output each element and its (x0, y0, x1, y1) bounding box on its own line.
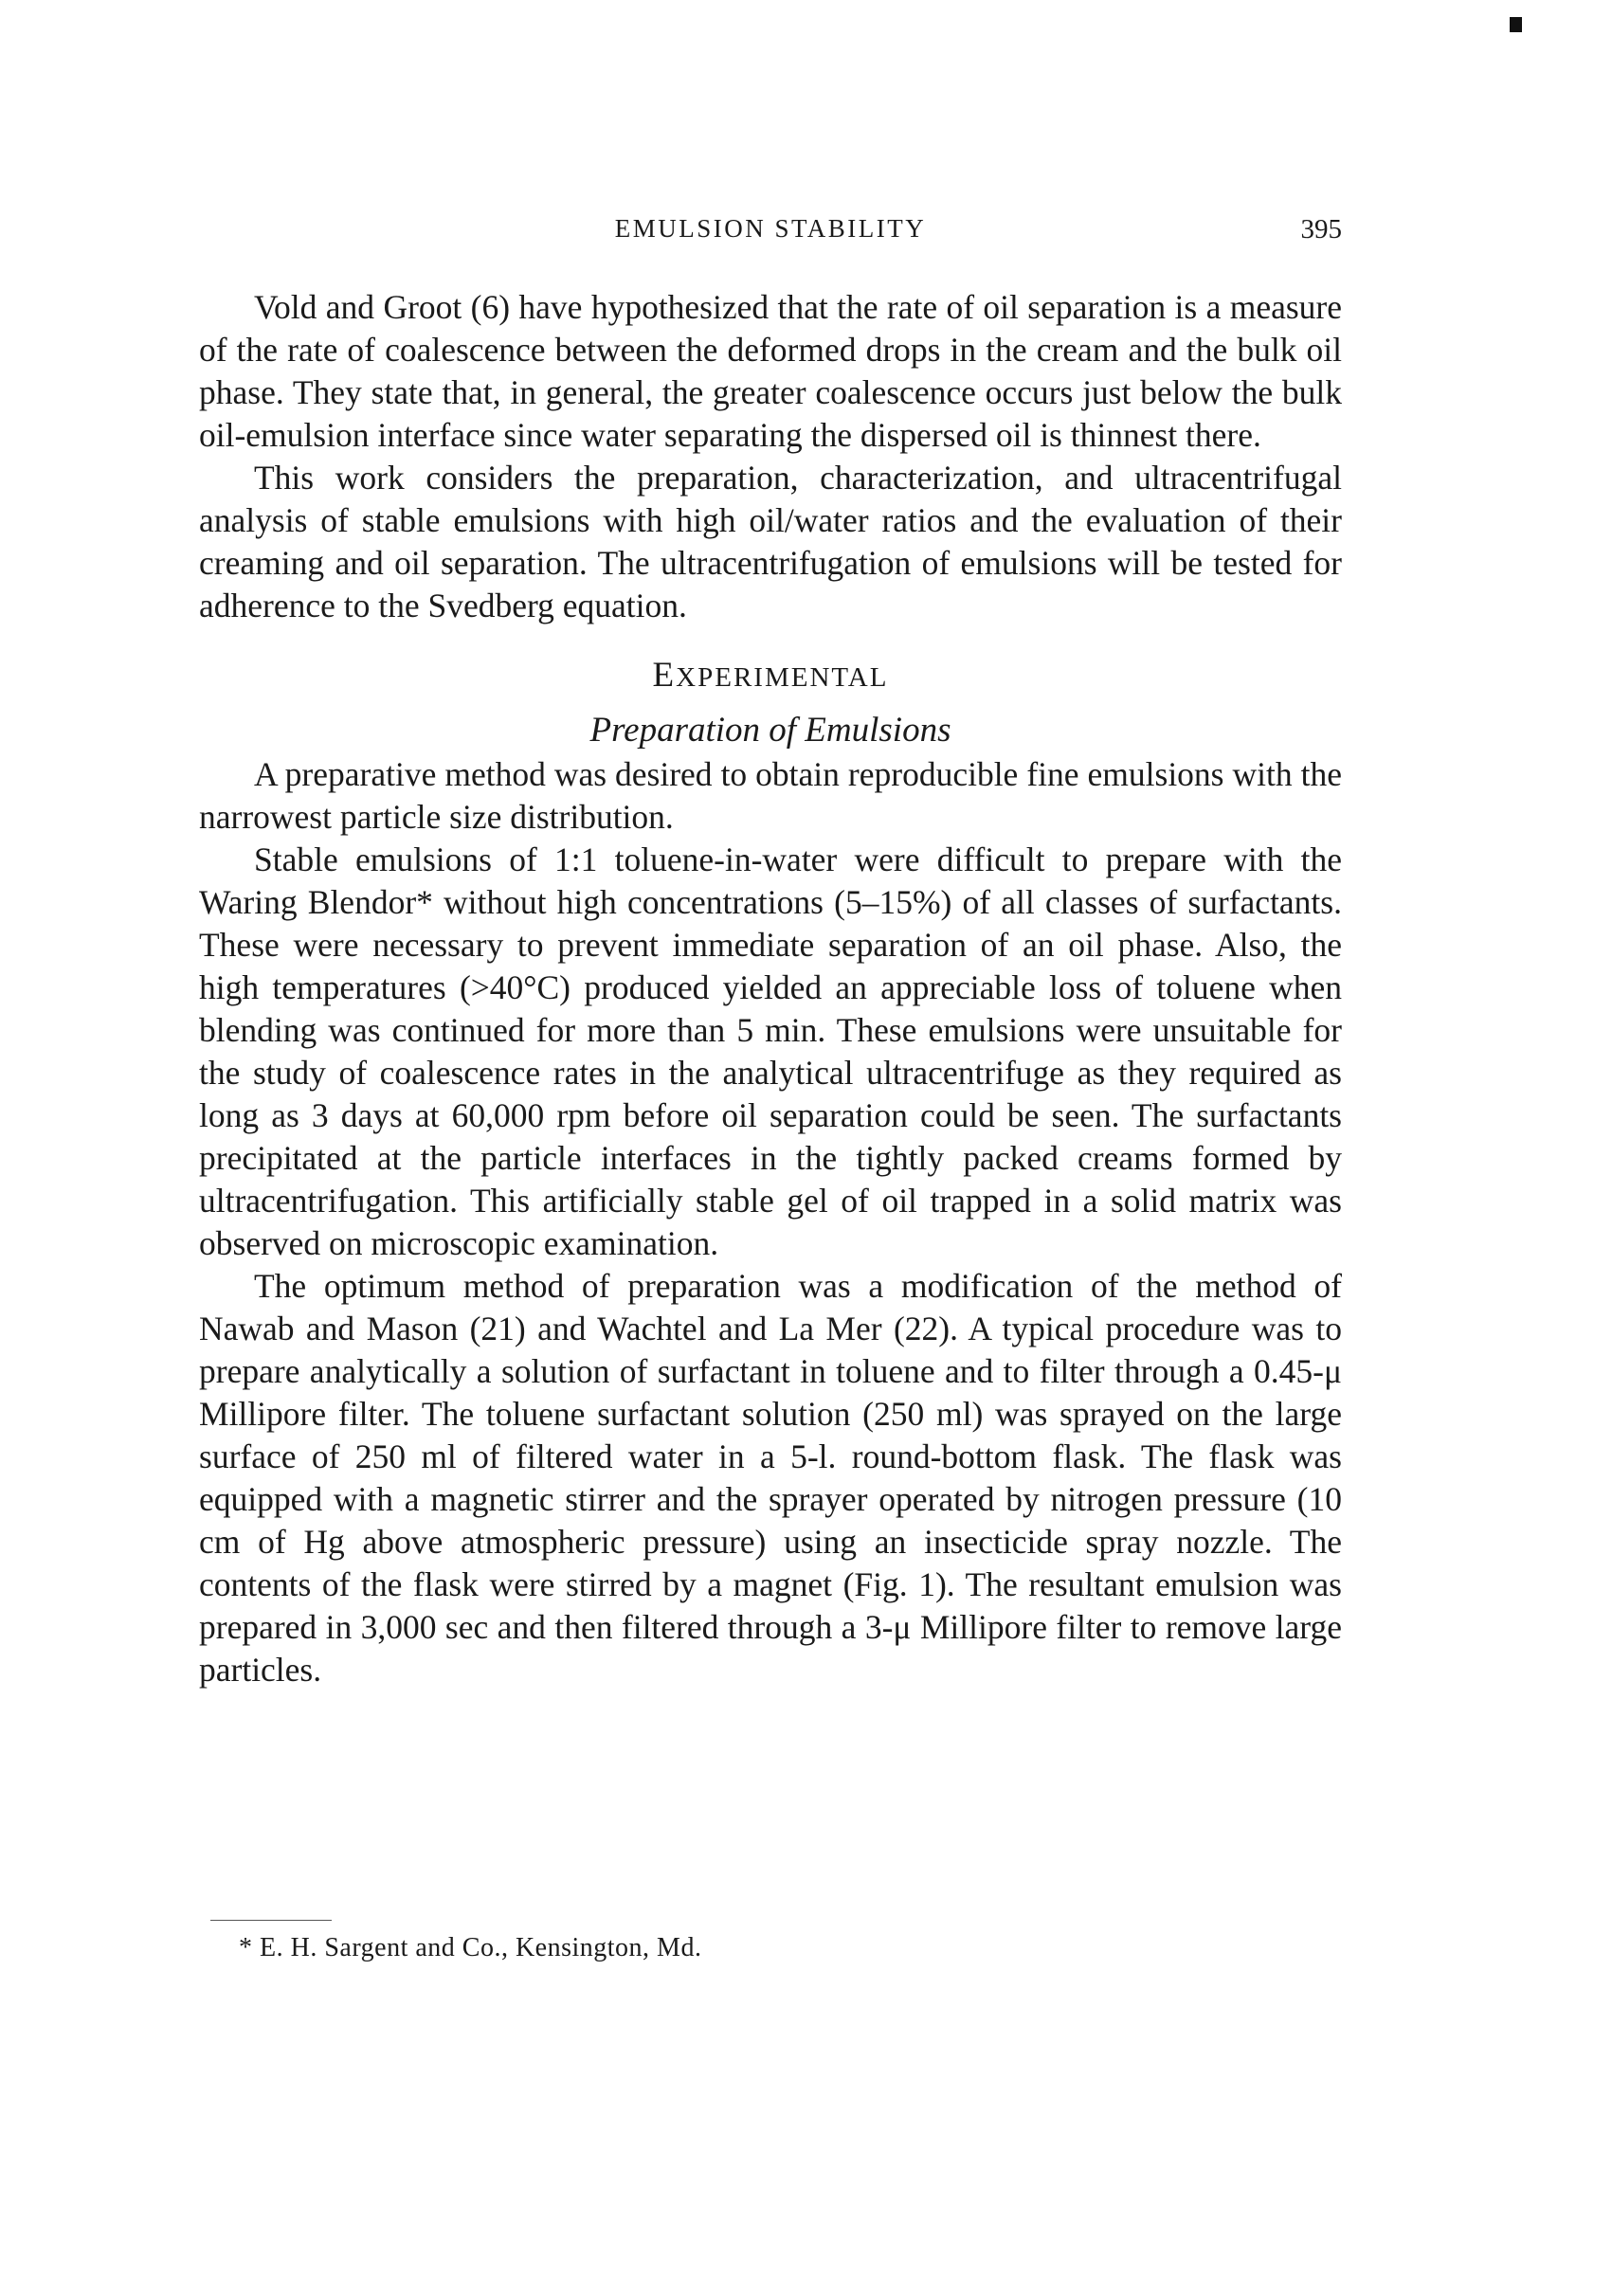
paragraph-stable-emulsions: Stable emulsions of 1:1 toluene-in-water were difficult to prepare with the Waring Blendor* without high concentrations (5–15%) of all classes of surfactants. These were necessary to prevent immediate separation of an oil phase. Also, the high temperatures (>40°C) produced yielded an appreciable loss of toluene when blending was continued for more than 5 min. These emulsions were unsuitable for the study of coalescence rates in the analytical ultracentrifuge as they required as long as 3 days at 60,000 rpm before oil separation could be seen. The surfactants precipitated at the particle interfaces in the tightly packed creams formed by ultracentrifugation. This artificially stable gel of oil trapped in a solid matrix was observed on microscopic examination. (199, 841, 1342, 1262)
body-text (199, 286, 1342, 1691)
running-title: EMULSION STABILITY (614, 214, 927, 243)
scan-corner-mark (1510, 17, 1522, 32)
page-number: 395 (1300, 214, 1342, 244)
footnote: * E. H. Sargent and Co., Kensington, Md. (239, 1933, 702, 1962)
paragraph-this-work: This work considers the preparation, characterization, and ultracentrifugal analysis of stable emulsions with high oil/water ratios and the evaluation of their creaming and oil separation. The ultracentrifugation of emulsions will be tested for adherence to the Svedberg equation. (199, 459, 1342, 624)
section-heading-rest: XPERIMENTAL (676, 662, 889, 693)
section-heading-initial: E (652, 656, 677, 695)
running-head (199, 214, 1342, 252)
paragraph-vold-groot: Vold and Groot (6) have hypothesized that the rate of oil separation is a measure of the rate of coalescence between the deformed drops in the cream and the bulk oil phase. They state that, in general, the greater coalescence occurs just below the bulk oil-emulsion interface since water separating the dispersed oil is thinnest there. (199, 288, 1342, 454)
paragraph-optimum-method: The optimum method of preparation was a modification of the method of Nawab and Mason (21) and Wachtel and La Mer (22). A typical procedure was to prepare analytically a solution of surfactant in toluene and to filter through a 0.45-μ Millipore filter. The toluene surfactant solution (250 ml) was sprayed on the large surface of 250 ml of filtered water in a 5-l. round-bottom flask. The flask was equipped with a magnetic stirrer and the sprayer operated by nitrogen pressure (10 cm of Hg above atmospheric pressure) using an insecticide spray nozzle. The contents of the flask were stirred by a magnet (Fig. 1). The resultant emulsion was prepared in 3,000 sec and then filtered through a 3-μ Millipore filter to remove large particles. (199, 1267, 1342, 1689)
subsection-heading-preparation: Preparation of Emulsions (589, 711, 951, 750)
footnote-rule (210, 1920, 332, 1921)
section-heading-experimental (199, 654, 1342, 699)
paragraph-preparative-method: A preparative method was desired to obtain reproducible fine emulsions with the narrowest particle size distribution. (199, 755, 1342, 836)
